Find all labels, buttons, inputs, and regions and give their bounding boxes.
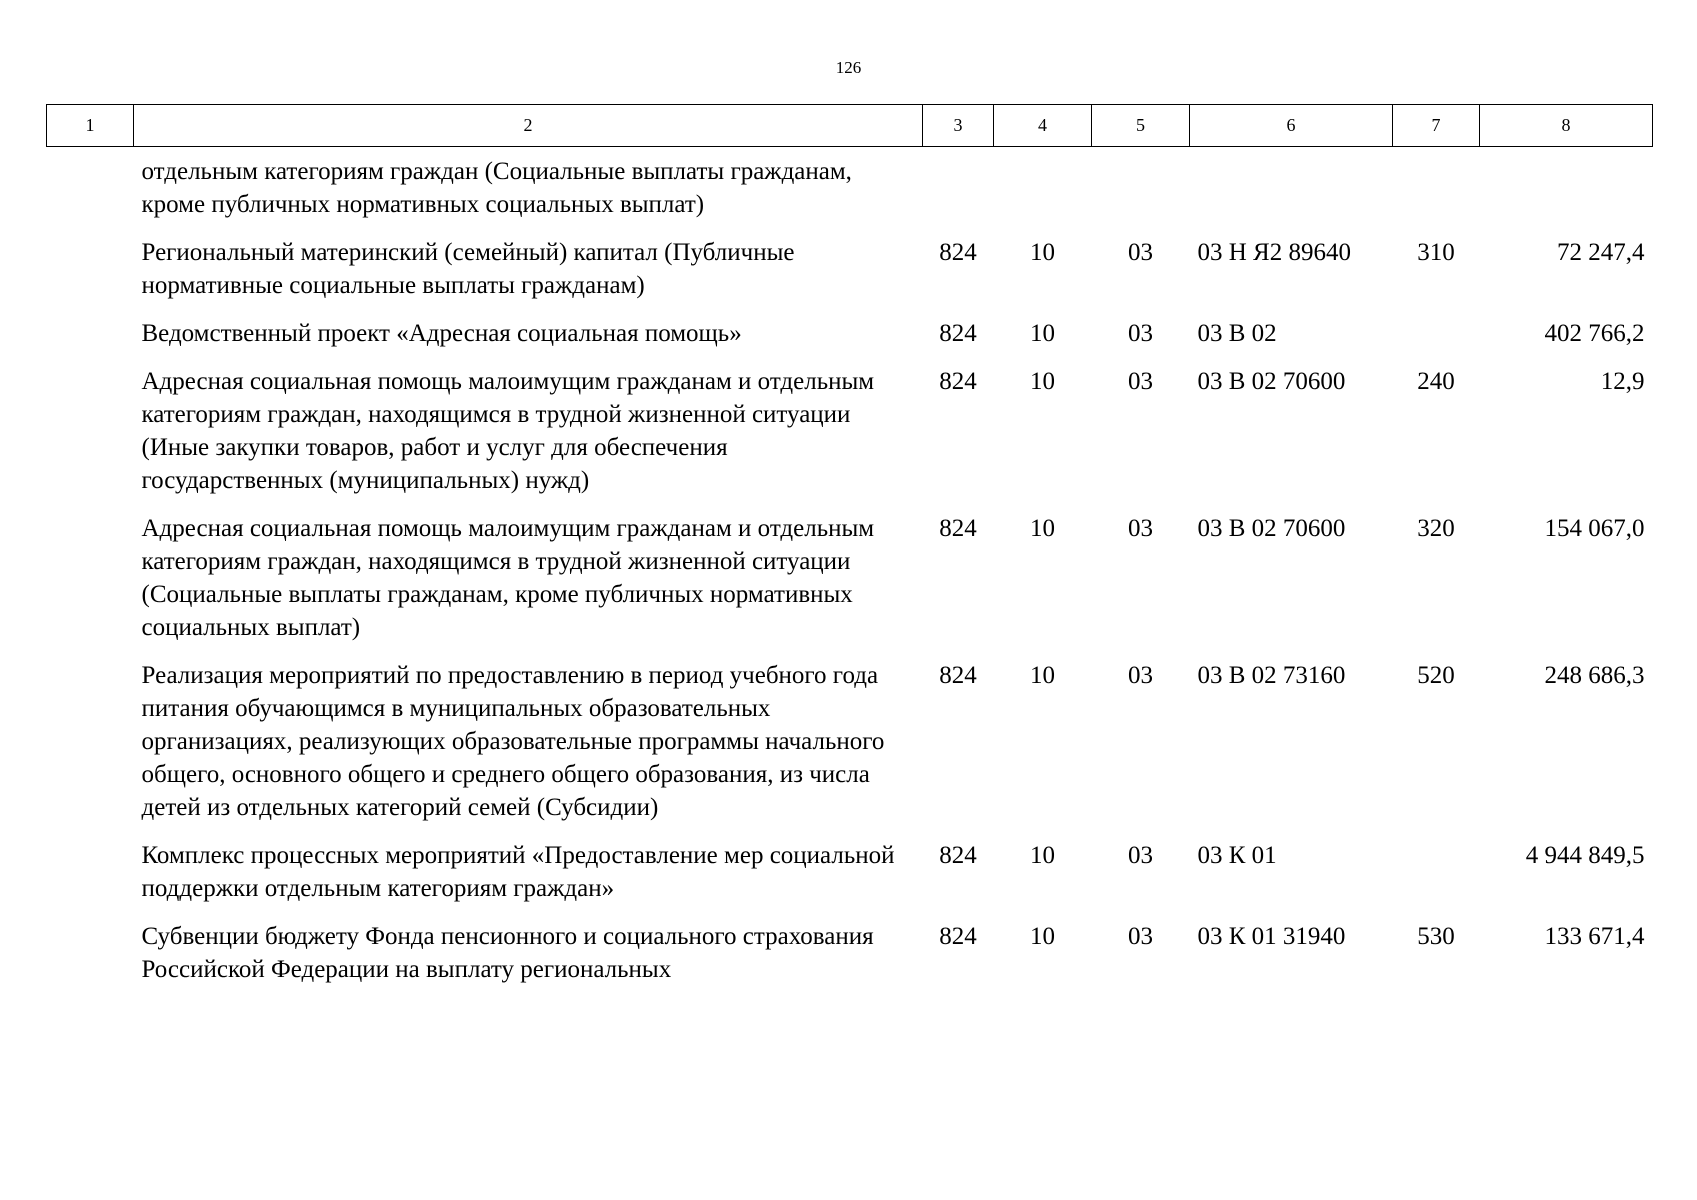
- row-subsection: [1092, 147, 1190, 237]
- row-empty-cell: [47, 512, 134, 659]
- row-section: 10: [1030, 923, 1055, 950]
- column-header: 8: [1480, 105, 1653, 147]
- row-name: Реализация мероприятий по предоставлению в период учебного года питания обучающимся в муниципальных образовательных организациях, реализующих образовательные программы начального общего, основного общего и среднего общего образования, из числа детей из отдельных категорий семей (Субсидии): [141, 662, 885, 821]
- row-ministry: 824: [939, 368, 977, 395]
- row-ministry: 824: [939, 842, 977, 869]
- row-amount: 4 944 849,5: [1525, 842, 1645, 869]
- row-subsection: 03: [1128, 662, 1153, 689]
- row-ministry: 824: [939, 515, 977, 542]
- row-expense-type: [1393, 839, 1480, 920]
- table-row: [47, 236, 1653, 317]
- row-subsection: 03: [1128, 368, 1153, 395]
- row-empty-cell: [47, 236, 134, 317]
- column-header: 3: [923, 105, 994, 147]
- table-header: [47, 105, 1653, 147]
- column-header: 4: [994, 105, 1092, 147]
- table-row: [47, 659, 1653, 839]
- column-number-row: [47, 105, 1653, 147]
- row-name: Адресная социальная помощь малоимущим гражданам и отдельным категориям граждан, находящимся в трудной жизненной ситуации (Иные закупки товаров, работ и услуг для обеспечения государственных (муниципальных) нужд): [141, 368, 875, 494]
- row-subsection: 03: [1128, 923, 1153, 950]
- row-section: 10: [1030, 320, 1055, 347]
- row-amount: 72 247,4: [1557, 239, 1645, 266]
- row-name: Комплекс процессных мероприятий «Предоставление мер социальной поддержки отдельным категориям граждан»: [141, 842, 895, 902]
- row-empty-cell: [47, 659, 134, 839]
- budget-table: [46, 104, 1653, 1001]
- row-empty-cell: [47, 365, 134, 512]
- row-subsection: 03: [1128, 515, 1153, 542]
- row-target-code: 03 В 02 70600: [1197, 368, 1346, 395]
- row-expense-type: 320: [1417, 515, 1455, 542]
- column-header: 6: [1190, 105, 1393, 147]
- table-row: [47, 920, 1653, 1001]
- row-ministry: 824: [939, 923, 977, 950]
- row-amount: [1480, 147, 1653, 237]
- row-subsection: 03: [1128, 239, 1153, 266]
- row-section: 10: [1030, 368, 1055, 395]
- row-name: Региональный материнский (семейный) капитал (Публичные нормативные социальные выплаты гражданам): [141, 239, 795, 299]
- row-ministry: 824: [939, 662, 977, 689]
- row-subsection: 03: [1128, 320, 1153, 347]
- row-amount: 154 067,0: [1544, 515, 1645, 542]
- page-number: 126: [835, 58, 862, 77]
- row-name: Адресная социальная помощь малоимущим гражданам и отдельным категориям граждан, находящимся в трудной жизненной ситуации (Социальные выплаты гражданам, кроме публичных нормативных социальных выплат): [141, 515, 875, 641]
- row-expense-type: 310: [1417, 239, 1455, 266]
- row-section: 10: [1030, 662, 1055, 689]
- row-target-code: 03 К 01 31940: [1197, 923, 1346, 950]
- row-expense-type: [1393, 317, 1480, 365]
- row-target-code: 03 К 01: [1197, 842, 1277, 869]
- column-header: 5: [1092, 105, 1190, 147]
- row-amount: 248 686,3: [1544, 662, 1645, 689]
- row-section: 10: [1030, 842, 1055, 869]
- row-target-code: [1190, 147, 1393, 237]
- row-empty-cell: [47, 920, 134, 1001]
- row-ministry: [923, 147, 994, 237]
- table-row: [47, 317, 1653, 365]
- table-row: [47, 839, 1653, 920]
- row-name: Субвенции бюджету Фонда пенсионного и социального страхования Российской Федерации на выплату региональных: [141, 923, 874, 983]
- row-expense-type: 530: [1417, 923, 1455, 950]
- row-section: 10: [1030, 239, 1055, 266]
- row-amount: 402 766,2: [1544, 320, 1645, 347]
- table-row: [47, 512, 1653, 659]
- column-header: 7: [1393, 105, 1480, 147]
- row-empty-cell: [47, 147, 134, 237]
- row-target-code: 03 Н Я2 89640: [1197, 239, 1351, 266]
- row-subsection: 03: [1128, 842, 1153, 869]
- table-body: [47, 147, 1653, 1002]
- row-target-code: 03 В 02 73160: [1197, 662, 1346, 689]
- table-row: [47, 147, 1653, 237]
- row-section: 10: [1030, 515, 1055, 542]
- row-name: отдельным категориям граждан (Социальные выплаты гражданам, кроме публичных нормативных социальных выплат): [141, 158, 852, 218]
- row-expense-type: [1393, 147, 1480, 237]
- row-ministry: 824: [939, 239, 977, 266]
- column-header: 1: [47, 105, 134, 147]
- row-empty-cell: [47, 317, 134, 365]
- row-section: [994, 147, 1092, 237]
- table-row: [47, 365, 1653, 512]
- row-amount: 133 671,4: [1544, 923, 1645, 950]
- column-header: 2: [134, 105, 923, 147]
- row-empty-cell: [47, 839, 134, 920]
- row-target-code: 03 В 02 70600: [1197, 515, 1346, 542]
- row-expense-type: 520: [1417, 662, 1455, 689]
- row-expense-type: 240: [1417, 368, 1455, 395]
- row-ministry: 824: [939, 320, 977, 347]
- row-amount: 12,9: [1600, 368, 1645, 395]
- row-target-code: 03 В 02: [1197, 320, 1277, 347]
- row-name: Ведомственный проект «Адресная социальная помощь»: [141, 320, 742, 347]
